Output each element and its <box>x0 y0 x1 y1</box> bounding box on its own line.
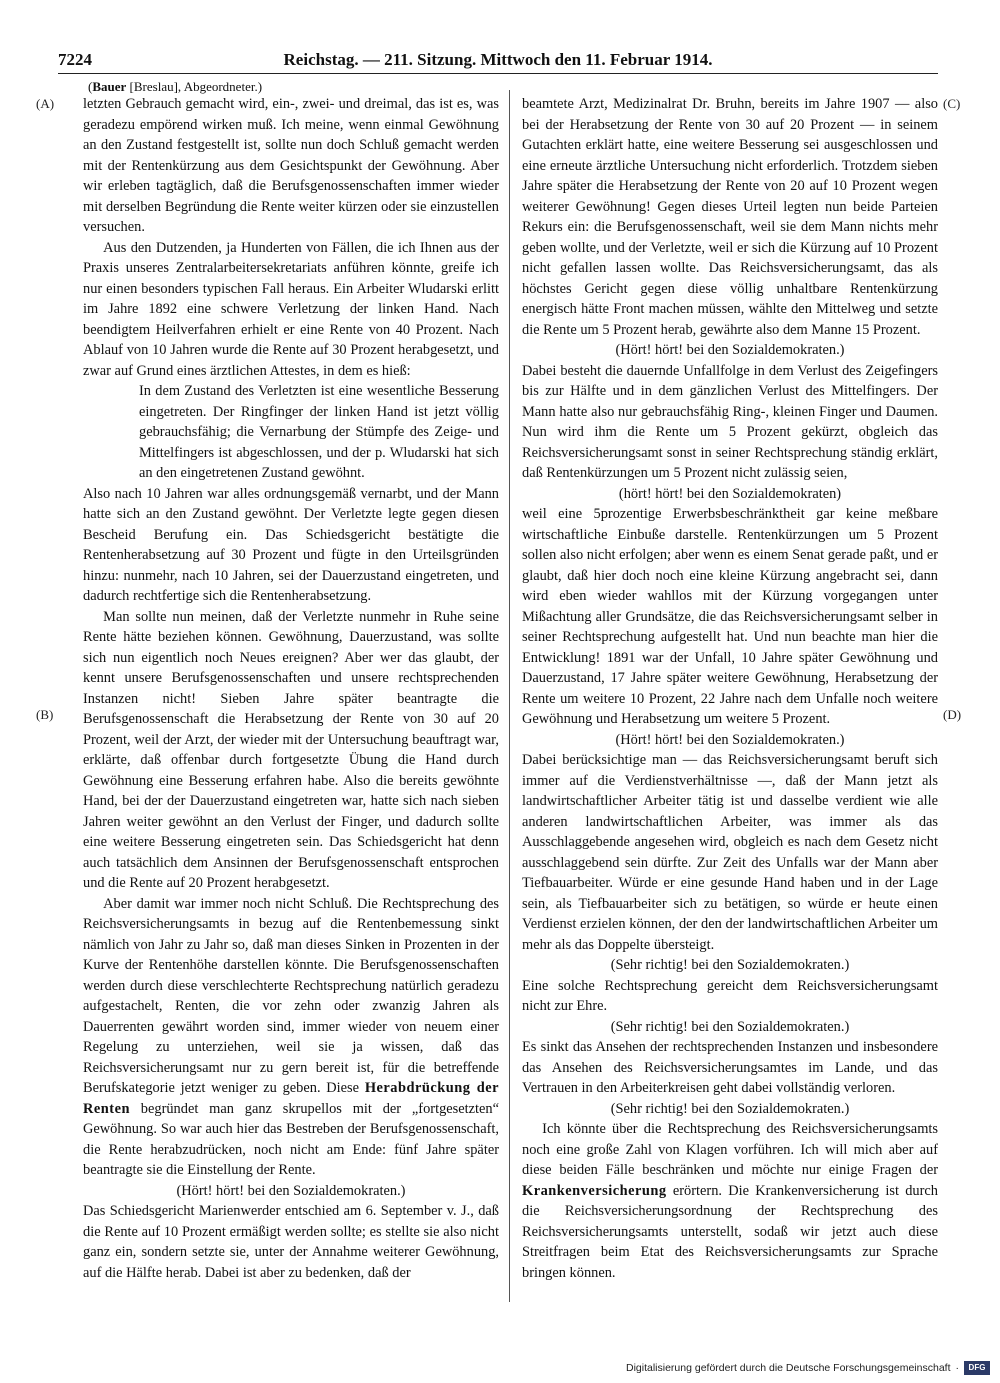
paragraph-text: Ich könnte über die Rechtsprechung des Reichsversicherungsamts noch eine große Zahl von Klagen vorführen. Ich will mich aber auf diese beiden Fälle beschränken und möchte nur einige Fragen der <box>522 1121 938 1178</box>
paragraph: Es sinkt das Ansehen der rechtsprechenden Instanzen und insbesondere das Ansehen des Reichsversicherungsamtes im Lande, und das Vertrauen in den Arbeiterkreisen geht dabei vollständig verloren. <box>522 1039 938 1096</box>
margin-marker-a: (A) <box>36 96 55 111</box>
paragraph: Dabei besteht die dauernde Unfallfolge in dem Verlust des Zeigefingers bis zur Hälfte und in dem gänzlichen Verlust des Mittelfingers. Der Mann hatte also nur gebrauchsfähig Ring-, kleinen Finger und Daumen. Nun wird ihm die Rente um 5 Prozent gekürzt, obgleich das Reichsversicherungsamt sonst in seiner Rechtsprechung ständig erklärt, daß Rentenkürzungen um 5 Prozent nicht zulässig seien, <box>522 362 938 481</box>
paragraph-text: begründet man ganz skrupellos mit der „fortgesetzten“ Gewöhnung. So war auch hier das Bestreben der Berufsgenossenschaft, die Rente herabzudrücken, noch nicht am Ende: fünf Jahre später beantragte sie die Einstellung der Rente. <box>83 1100 499 1178</box>
page-number: 7224 <box>58 50 92 69</box>
reaction-line: (Sehr richtig! bei den Sozialdemokraten.) <box>610 1018 850 1035</box>
paragraph: letzten Gebrauch gemacht wird, ein-, zwei- und dreimal, das ist es, was geradezu empörend wirken muß. Ich meine, wenn einmal Gewöhnung an den Zustand festgestellt ist, sollte nun doch Schluß gemacht werden mit der Rentenkürzung aus dem Gesichtspunkt der Gewöhnung. Aber wir erleben tagtäglich, daß die Berufsgenossenschaften immer wieder mit derselben Begründung die Rente weiter kürzen oder sie einzustellen versuchen. <box>83 96 499 235</box>
reaction-line: (Hört! hört! bei den Sozialdemokraten.) <box>176 1182 406 1199</box>
emphasis-text: Krankenversicherung <box>522 1182 667 1199</box>
reaction-line: (Sehr richtig! bei den Sozialdemokraten.) <box>610 1100 850 1117</box>
paragraph: Also nach 10 Jahren war alles ordnungsgemäß vernarbt, und der Mann hatte sich an den Zustand gewöhnt. Der Verletzte legte gegen diesen Bescheid Berufung ein. Das Schiedsgericht bestätigte die Rentenherabsetzung auf 30 Prozent und fügte in den Urteilsgründen hinzu: nunmehr, nach 10 Jahren, sei der Dauerzustand eingetreten, und dadurch rechtfertige sich die Rentenherabsetzung. <box>83 485 499 604</box>
margin-marker-b: (B) <box>36 707 54 722</box>
speaker-name: Bauer <box>92 79 127 94</box>
paragraph: Aus den Dutzenden, ja Hunderten von Fällen, die ich Ihnen aus der Praxis unseres Zentralarbeitersekretariats anführen könnte, greife ich nur einen besonders typischen Fall heraus. Ein Arbeiter Wludarski erlitt im Jahre 1892 eine schwere Verletzung der linken Hand. Nach beendigtem Heilverfahren erhielt er eine Rente von 40 Prozent. Nach Ablauf von 10 Jahren wurde die Rente auf 30 Prozent herabgesetzt, und zwar auf Grund eines ärztlichen Attestes, in dem es hieß: <box>83 239 499 379</box>
paragraph: weil eine 5prozentige Erwerbsbeschränktheit gar keine meßbare wirtschaftliche Einbuße darstelle. Rentenkürzungen um 5 Prozent sollen also nicht erfolgen; aber wenn es einem Senat gerade paßt, und er glaubt, daß hier doch noch eine kleine Kürzung angebracht sei, dann wird eben wieder wahllos mit der Kürzung vorgegangen unter Mißachtung aller Grundsätze, die das Reichsversicherungsamt selber in seiner Rechtsprechung aufgestellt hat. Und nun beachte man hier die Entwicklung! 1891 war der Unfall, 10 Jahre später Gewöhnung und Dauerzustand, 17 Jahre später weitere Gewöhnung, Herabsetzung der Rente um weitere 10 Prozent, 22 Jahre nach dem Unfalle noch weitere Gewöhnung und Herabsetzung um weitere 5 Prozent. <box>522 506 938 727</box>
reaction-line: (Sehr richtig! bei den Sozialdemokraten.) <box>610 957 850 973</box>
paragraph-text: Aber damit war immer noch nicht Schluß. Die Rechtsprechung des Reichsversicherungsamts in bezug auf die Rentenbemessung sinkt nämlich von Jahr zu Jahr so, daß man dieses Sinken in Prozenten in der Kurve der Rentenhöhe darstellen könnte. Die Berufsgenossenschaften werden durch diese verschlechterte Rechtsprechung natürlich geradezu aufgestachelt, Renten, die vor zehn oder zwanzig Jahren als Dauerrenten gewährt worden sind, immer wieder von neuem einer Regelung zu unterziehen, weil sie ja wissen, daß das Reichsversicherungsamt nur zu gern bereit ist, für die betreffende Berufskategorie jetzt weniger zu geben. Diese <box>83 895 499 1096</box>
reaction-line: (Hört! hört! bei den Sozialdemokraten.) <box>615 731 845 748</box>
margin-marker-c: (C) <box>943 96 961 111</box>
column-divider <box>509 90 510 1302</box>
margin-marker-d: (D) <box>943 707 962 722</box>
page-title: Reichstag. — 211. Sitzung. Mittwoch den 11. Februar 1914. <box>283 50 713 69</box>
right-column <box>522 94 938 1306</box>
emphasis-text: Herabdrückung der Renten <box>83 1080 499 1117</box>
page-header <box>58 48 938 74</box>
paragraph <box>83 894 499 1181</box>
quote-block: In dem Zustand des Verletzten ist eine wesentliche Besserung eingetreten. Der Ringfinger der linken Hand ist jetzt völlig gebrauchsfähig; die Vernarbung der Stümpfe des Zeige- und Mittelfingers ist abgeschlossen, und der p. Wludarski hat sich an den eingetretenen Zustand gewöhnt. <box>139 383 499 481</box>
paragraph-text: erörtern. Die Krankenversicherung ist durch die Reichsversicherungsordnung der Rechtsprechung des Reichsversicherungsamts unterstellt, sodaß wir jetzt auch diese Streitfragen beim Etat des Reichsversicherungsamts zur Sprache bringen können. <box>522 1182 938 1281</box>
speaker-line: (Bauer [Breslau], Abgeordneter.) <box>88 79 263 94</box>
paragraph: Man sollte nun meinen, daß der Verletzte nunmehr in Ruhe seine Rente hätte beziehen können. Gewöhnung, Dauerzustand, was sollte sich nun eigentlich noch Neues ereignen? Aber wer das glaubt, der kennt unsere Berufsgenossenschaften und unsere rechtsprechenden Instanzen nicht! Sieben Jahre später beantragte die Berufsgenossenschaft die Herabsetzung der Rente von 30 auf 20 Prozent, weil der Arzt, der wieder mit der Untersuchung beauftragt war, erklärte, daß offenbar durch fortgesetzte Übung die Hand durch Gewöhnung eine Besserung erfahren habe. Also die bereits gewöhnte Hand, bei der der Dauerzustand eingetreten war, hatte sich nach sieben Jahren weiter gewöhnt an den Verlust der Finger, und dadurch sollte eine weitere Besserung eingetreten sein. Das Schiedsgericht hat denn auch tatsächlich dem Ansinnen der Berufsgenossenschaft entsprochen und die Rente auf 20 Prozent herabgesetzt. <box>83 608 499 891</box>
footer-credit: Digitalisierung gefördert durch die Deutsche Forschungsgemeinschaft · DFG <box>600 1357 990 1379</box>
paragraph: Eine solche Rechtsprechung gereicht dem Reichsversicherungsamt nicht zur Ehre. <box>522 977 938 1014</box>
reaction-line: (Hört! hört! bei den Sozialdemokraten.) <box>615 342 845 358</box>
left-column <box>83 94 499 1306</box>
paragraph <box>522 1119 938 1283</box>
paragraph: beamtete Arzt, Medizinalrat Dr. Bruhn, bereits im Jahre 1907 — also bei der Herabsetzung der Rente von 30 auf 20 Prozent — in seinem Gutachten erklärt hatte, eine weitere Besserung sei ausgeschlossen und eine erneute ärztliche Untersuchung nicht erforderlich. Trotzdem sieben Jahre später die Herabsetzung der Rente von 20 auf 10 Prozent wegen weiterer Gewöhnung! Gegen dieses Urteil legten nun beide Parteien Rekurs ein: die Berufsgenossenschaft, weil sie dem Mann nichts mehr geben wollte, und der Verletzte, weil er sich die Kürzung auf 10 Prozent nicht gefallen lassen wollte. Das Reichsversicherungsamt, das als höchstes Gericht gegen diese völlig unhaltbare Rentenkürzung energisch hätte Front machen müssen, wählte den Mittelweg und setzte die Rente um 5 Prozent herab, gewährte also dem Manne 15 Prozent. <box>522 96 938 338</box>
speaker-rest: [Breslau], Abgeordneter.) <box>129 79 263 94</box>
reaction-line: (hört! hört! bei den Sozialdemokraten) <box>618 485 842 502</box>
footer-text: Digitalisierung gefördert durch die Deutsche Forschungsgemeinschaft <box>625 1362 951 1374</box>
dfg-logo-icon: DFG <box>964 1361 990 1375</box>
paragraph: Das Schiedsgericht Marienwerder entschied am 6. September v. J., daß die Rente auf 10 Prozent ermäßigt werden sollte; es stellte sie also nicht ganz ein, sondern setzte sie, unter der Annahme weiterer Gewöhnung, auf die Hälfte herab. Dabei ist aber zu bedenken, daß der <box>83 1203 499 1281</box>
header-rule <box>58 73 938 74</box>
paragraph: Dabei berücksichtige man — das Reichsversicherungsamt beruft sich immer auf die Verdienstverhältnisse —, daß der Mann jetzt als landwirtschaftlicher Arbeiter tätig ist und dasselbe verdient wie alle anderen landwirtschaftlichen Arbeiter, was immer als das Ausschlaggebende angesehen wird, obgleich es nach dem Gesetz nicht ausschlaggebend sein dürfte. Zur Zeit des Unfalls war der Mann aber Tiefbauarbeiter. Würde er eine gesunde Hand haben und in der Lage sein, als Tiefbauarbeiter sich zu betätigen, so würde er heute einen Verdienst erzielen können, der den der landwirtschaftlichen Arbeiter um mehr als das Doppelte übersteigt. <box>522 752 938 953</box>
